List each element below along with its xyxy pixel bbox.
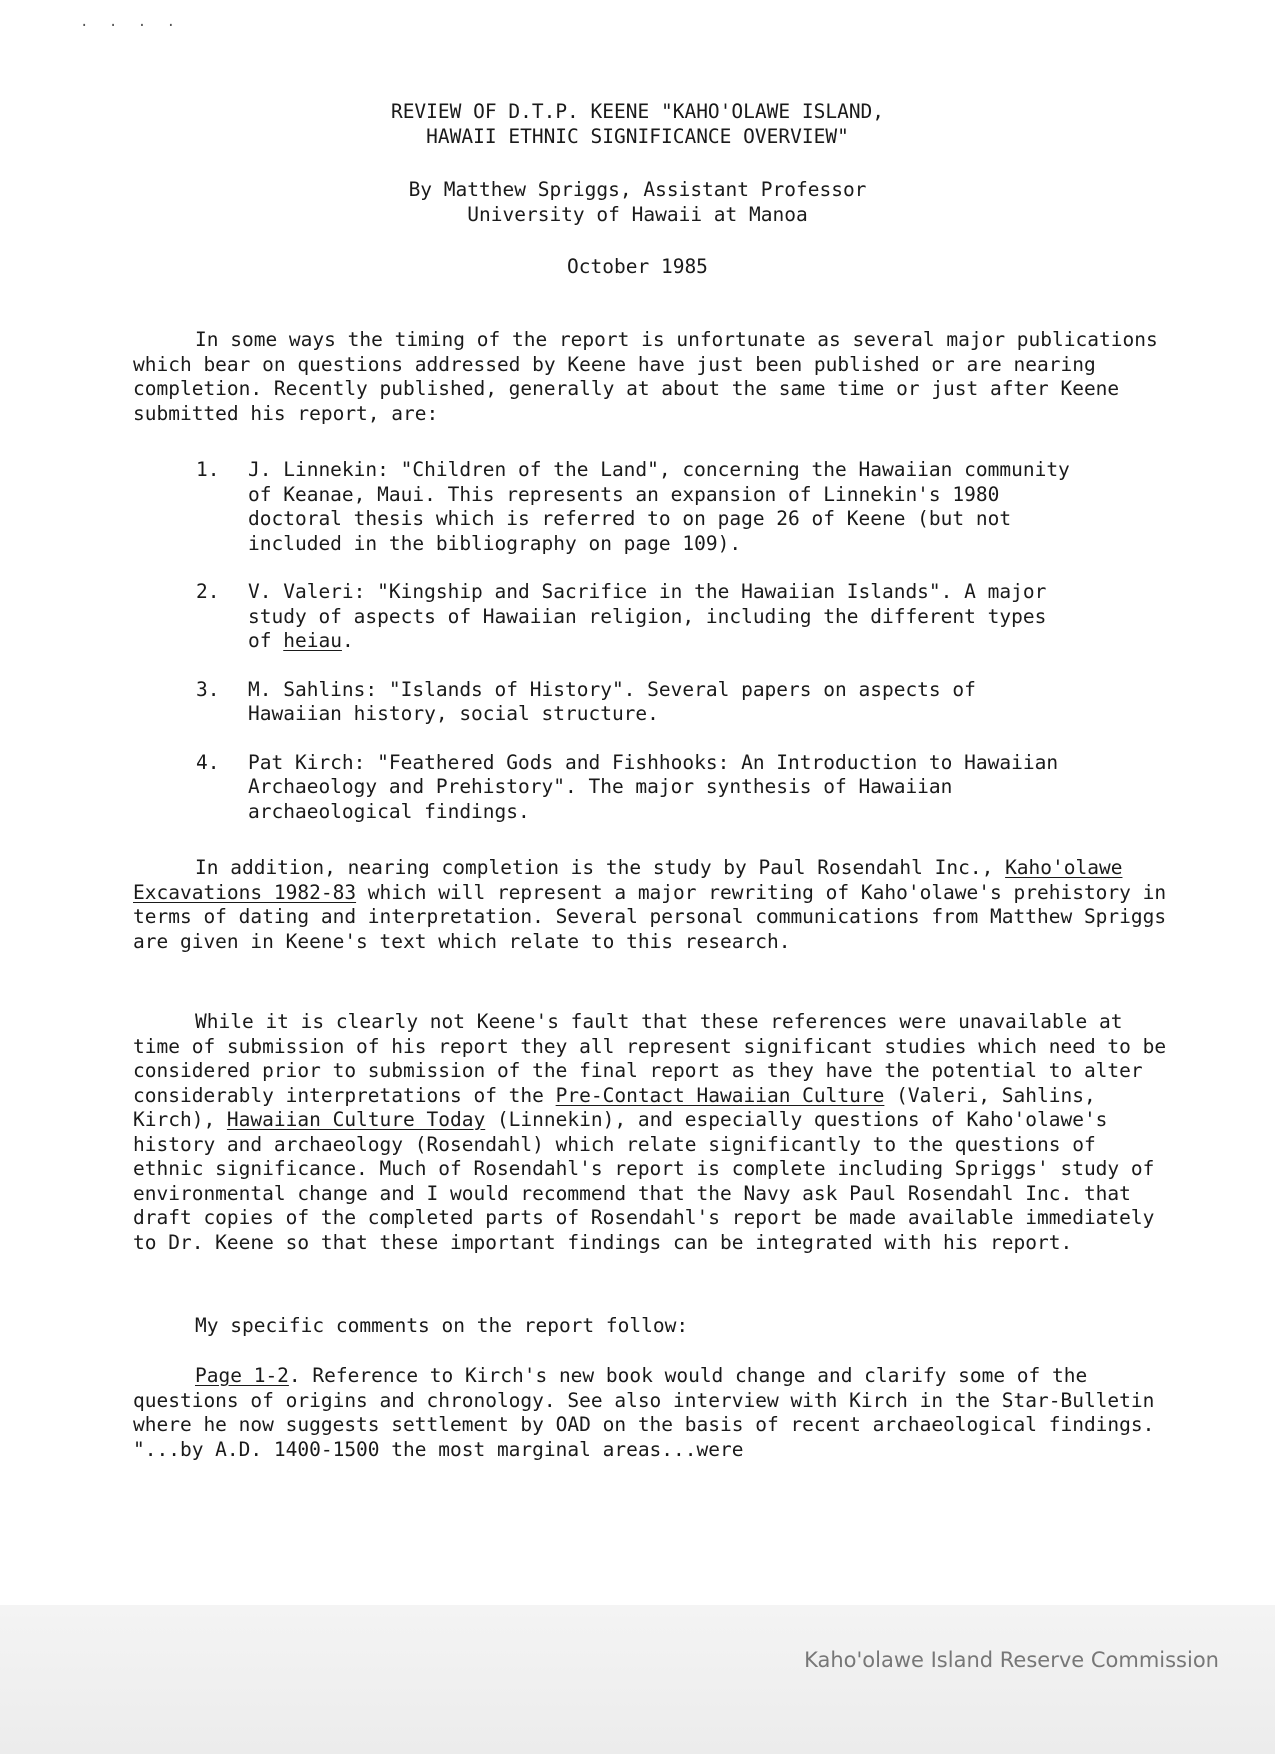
para2-text-b: which will represent a major rewriting of Kaho'olawe's prehistory in terms of dating and interpretation. Several personal communications from Matthew Spriggs are given in Keene's text which relate to this research. — [133, 880, 1167, 953]
para3-text-c: (Linnekin), and especially questions of Kaho'olawe's history and archaeology (Rosendahl) which relate significantly to the questions of ethnic significance. Much of Rosendahl's report is complete including Spriggs' study of environmental change and I would recommend that the Navy ask Paul Rosendahl Inc. that draft copies of the completed parts of Rosendahl's report be made available immediately to Dr. Keene so that these important findings can be integrated with his report. — [133, 1108, 1155, 1254]
para3-text-b: (Valeri, Sahlins, Kirch), — [133, 1083, 1096, 1131]
report-title-line-1: REVIEW OF D.T.P. KEENE "KAHO'OLAWE ISLAND, — [390, 100, 885, 123]
report-date: October 1985 — [567, 255, 708, 278]
intro-text: In some ways the timing of the report is unfortunate as several major publications which bear on questions addressed by Keene have just been published or are nearing completion. Recently published, generally at about the same time or just after Keene submitted his report, are: — [133, 328, 1158, 425]
para2-text-a: In addition, nearing completion is the study by Paul Rosendahl Inc., — [195, 856, 1006, 879]
list-text: M. Sahlins: "Islands of History". Several papers on aspects of Hawaiian history, social structure. — [248, 677, 976, 725]
list-number: 1. — [196, 458, 220, 481]
page-1-2-comment — [133, 1364, 1173, 1462]
list-number: 4. — [196, 750, 220, 774]
page-comment-text: . Reference to Kirch's new book would change and clarify some of the questions of origins and chronology. See also interview with Kirch in the Star-Bulletin where he now suggests settlement by OAD on the basis of recent archaeological findings. "...by A.D. 1400-1500 the most marginal areas...were — [133, 1364, 1155, 1461]
underlined-term: heiau — [283, 629, 342, 652]
list-item — [196, 580, 1076, 654]
references-paragraph — [133, 1010, 1173, 1255]
author-line-2: University of Hawaii at Manoa — [467, 203, 808, 226]
list-text: Pat Kirch: "Feathered Gods and Fishhooks: An Introduction to Hawaiian Archaeology and Prehistory". The major synthesis of Hawaiian archaeological findings. — [248, 750, 1059, 823]
archive-watermark: Kaho'olawe Island Reserve Commission — [804, 1648, 1219, 1672]
comments-intro-text: My specific comments on the report follow: — [195, 1314, 689, 1337]
pre-contact-title: Pre-Contact Hawaiian Culture — [555, 1083, 885, 1107]
excavations-title: Kaho'olawe Excavations 1982-83 — [133, 856, 1123, 904]
list-number: 3. — [196, 677, 220, 701]
author-line-1: By Matthew Spriggs, Assistant Professor — [408, 178, 867, 201]
scan-edge-shadow — [0, 1605, 1275, 1754]
list-text: V. Valeri: "Kingship and Sacrifice in the Hawaiian Islands". A major study of aspects of Hawaiian religion, including the different types of — [248, 580, 1047, 652]
intro-paragraph — [133, 328, 1173, 426]
list-item — [196, 458, 1076, 556]
list-number: 2. — [196, 580, 220, 603]
comments-intro — [133, 1314, 1173, 1339]
report-title-line-2: HAWAII ETHNIC SIGNIFICANCE OVERVIEW" — [426, 125, 849, 148]
rosendahl-paragraph — [133, 856, 1173, 954]
list-item — [196, 678, 1076, 727]
page-reference: Page 1-2 — [195, 1364, 289, 1387]
para3-text-a: While it is clearly not Keene's fault that these references were unavailable at time of submission of his report they all represent significant studies which need to be considered prior to submission of the final report as they have the potential to alter considerably interpretations of the — [133, 1010, 1167, 1107]
list-text-end: . — [341, 629, 354, 652]
publications-list — [196, 458, 1076, 848]
list-text: J. Linnekin: "Children of the Land", concerning the Hawaiian community of Keanae, Maui. This represents an expansion of Linnekin's 1980 doctoral thesis which is referred to on page 26 of Keene (but not included in the bibliography on page 109). — [248, 458, 1070, 555]
list-item — [196, 751, 1076, 825]
scan-specks: · · · · — [80, 18, 182, 34]
culture-today-title: Hawaiian Culture Today — [226, 1108, 486, 1131]
